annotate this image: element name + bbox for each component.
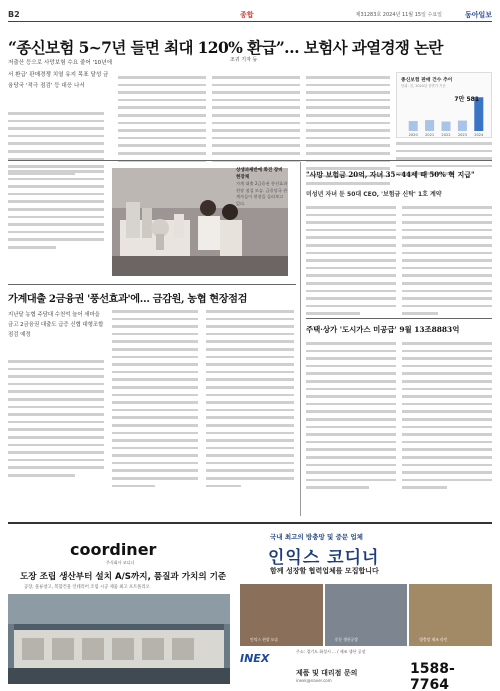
chart-bar <box>409 121 418 131</box>
chart-tick-label: 2022 <box>441 133 451 137</box>
ad-photo-3-label: 방충망 제조 라인 <box>419 637 448 642</box>
left-body-col <box>8 170 104 254</box>
photo-caption-body: 가계 대출 2금융권 풍선효과 현장 점검 모습. 금융당국 관계자들이 현장을 둘러보고 있다. <box>236 181 288 206</box>
ad-photo-1-label: 인익스 현장 모습 <box>250 637 279 642</box>
ad-inex-subtitle: 함께 성장할 협력업체를 모집합니다 <box>270 567 379 575</box>
second-story-subheadline: 지난달 농협 주담대 수천억 늘어 새마을금고 2금융권 대출도 급증 신협 대형조합 점검 예정 <box>8 312 104 338</box>
ad-logo-sub: 주식회사 코디너 <box>106 560 135 565</box>
chart-bar <box>441 122 450 132</box>
right-story2-col-1 <box>306 342 396 494</box>
main-body-col-2 <box>118 76 206 167</box>
ad-slogan: 도장 조립 생산부터 설치 A/S까지, 품질과 가치의 기준 <box>20 572 227 582</box>
main-body-col-3 <box>212 76 300 167</box>
chart-tick-label: 2020 <box>408 133 418 137</box>
ad-inex-photos <box>240 584 492 646</box>
ad-inex-phone: 1588-7764 <box>410 661 455 691</box>
ad-inex-title: 인익스 코디너 <box>268 548 380 568</box>
right-story-col-1 <box>306 206 396 320</box>
ad-inex <box>240 528 492 691</box>
chart-tick-label: 2023 <box>457 133 467 137</box>
ad-inex-phone-label: 제품 및 대리점 문의 <box>296 669 358 677</box>
ad-photo-2-label: 중문 생산공장 <box>334 637 358 642</box>
second-story-col-3 <box>206 310 294 492</box>
ad-coordiner <box>8 528 230 684</box>
right-story2-headline: 주택·상가 '도시가스 미공급' 9월 13조8883억 <box>306 325 460 334</box>
ad-inex-contact: 주소: 경기도 화성시 ... / 제조 생산 공장 <box>296 649 366 654</box>
chart-note: 단위: 건, 2024년 상반기 기준 <box>401 84 446 88</box>
column-divider <box>300 162 301 516</box>
chart-tick-label: 2024 <box>474 133 484 137</box>
page-number: B2 <box>8 10 20 19</box>
ad-inex-email: inexk@naver.com <box>296 678 332 683</box>
chart-bar <box>425 120 434 131</box>
chart-title: 종신보험 판매 건수 추이 <box>401 78 453 83</box>
second-story-headline: 가계대출 2금융권 '풍선효과'에… 금감원, 농협 현장점검 <box>8 293 248 305</box>
right-story-divider <box>306 318 492 319</box>
factory-photo <box>8 594 230 684</box>
second-story-divider <box>8 284 296 285</box>
ad-photo-1 <box>240 584 323 646</box>
section-label: 종합 <box>240 10 254 19</box>
chart-highlight-label: 7만 581 <box>454 96 479 103</box>
ad-photo-2 <box>325 584 408 646</box>
second-story-col-2 <box>112 310 198 492</box>
advertisement <box>8 522 492 691</box>
masthead: 동아일보 <box>464 10 492 19</box>
right-story-headline: "사망 보험금 20억, 자녀 35~44세 때 50% 혁 지급" <box>306 170 475 179</box>
chart-tick-label: 2021 <box>425 133 435 137</box>
ad-inex-tagline: 국내 최고의 방충망 및 중문 업체 <box>270 533 363 541</box>
chart-plot <box>397 73 493 139</box>
main-byline: 조귀 기자 등 <box>230 57 258 63</box>
chart-bar <box>458 121 467 131</box>
page-header <box>8 8 492 22</box>
main-subheadline: 저출산 등으로 사망보험 수요 줄어 '10년에서 환급' 판매경쟁 치열 유지 목표 달성 금융당국 '적극 점검' 등 대응 나서 <box>8 60 113 89</box>
right-story-subheadline: 미성년 자녀 둔 50대 CEO, '보험금 신탁' 1호 계약 <box>306 191 442 198</box>
ad-photo-3 <box>409 584 492 646</box>
ad-description: 공장, 물류창고, 복합건물 인테리어 조립 시공 제품 최고 포트폴리오 <box>24 585 150 590</box>
second-story-col-1 <box>8 360 104 482</box>
right-story-col-2 <box>402 206 492 320</box>
right-story2-col-2 <box>402 342 492 494</box>
ad-inex-logo: INEX <box>240 652 270 665</box>
ad-logo: coordiner <box>70 540 157 559</box>
main-headline: “종신보험 5~7년 들면 최대 120% 환급”… 보험사 과열경쟁 논란 <box>8 38 443 57</box>
sales-chart <box>396 72 492 138</box>
issue-info: 제31283호 2024년 11월 15일 수요일 <box>355 12 442 18</box>
photo-caption-title: 상생과제반에 화진 장비 현장체 <box>236 168 283 180</box>
section-divider <box>8 160 492 161</box>
photo-caption <box>236 168 288 207</box>
